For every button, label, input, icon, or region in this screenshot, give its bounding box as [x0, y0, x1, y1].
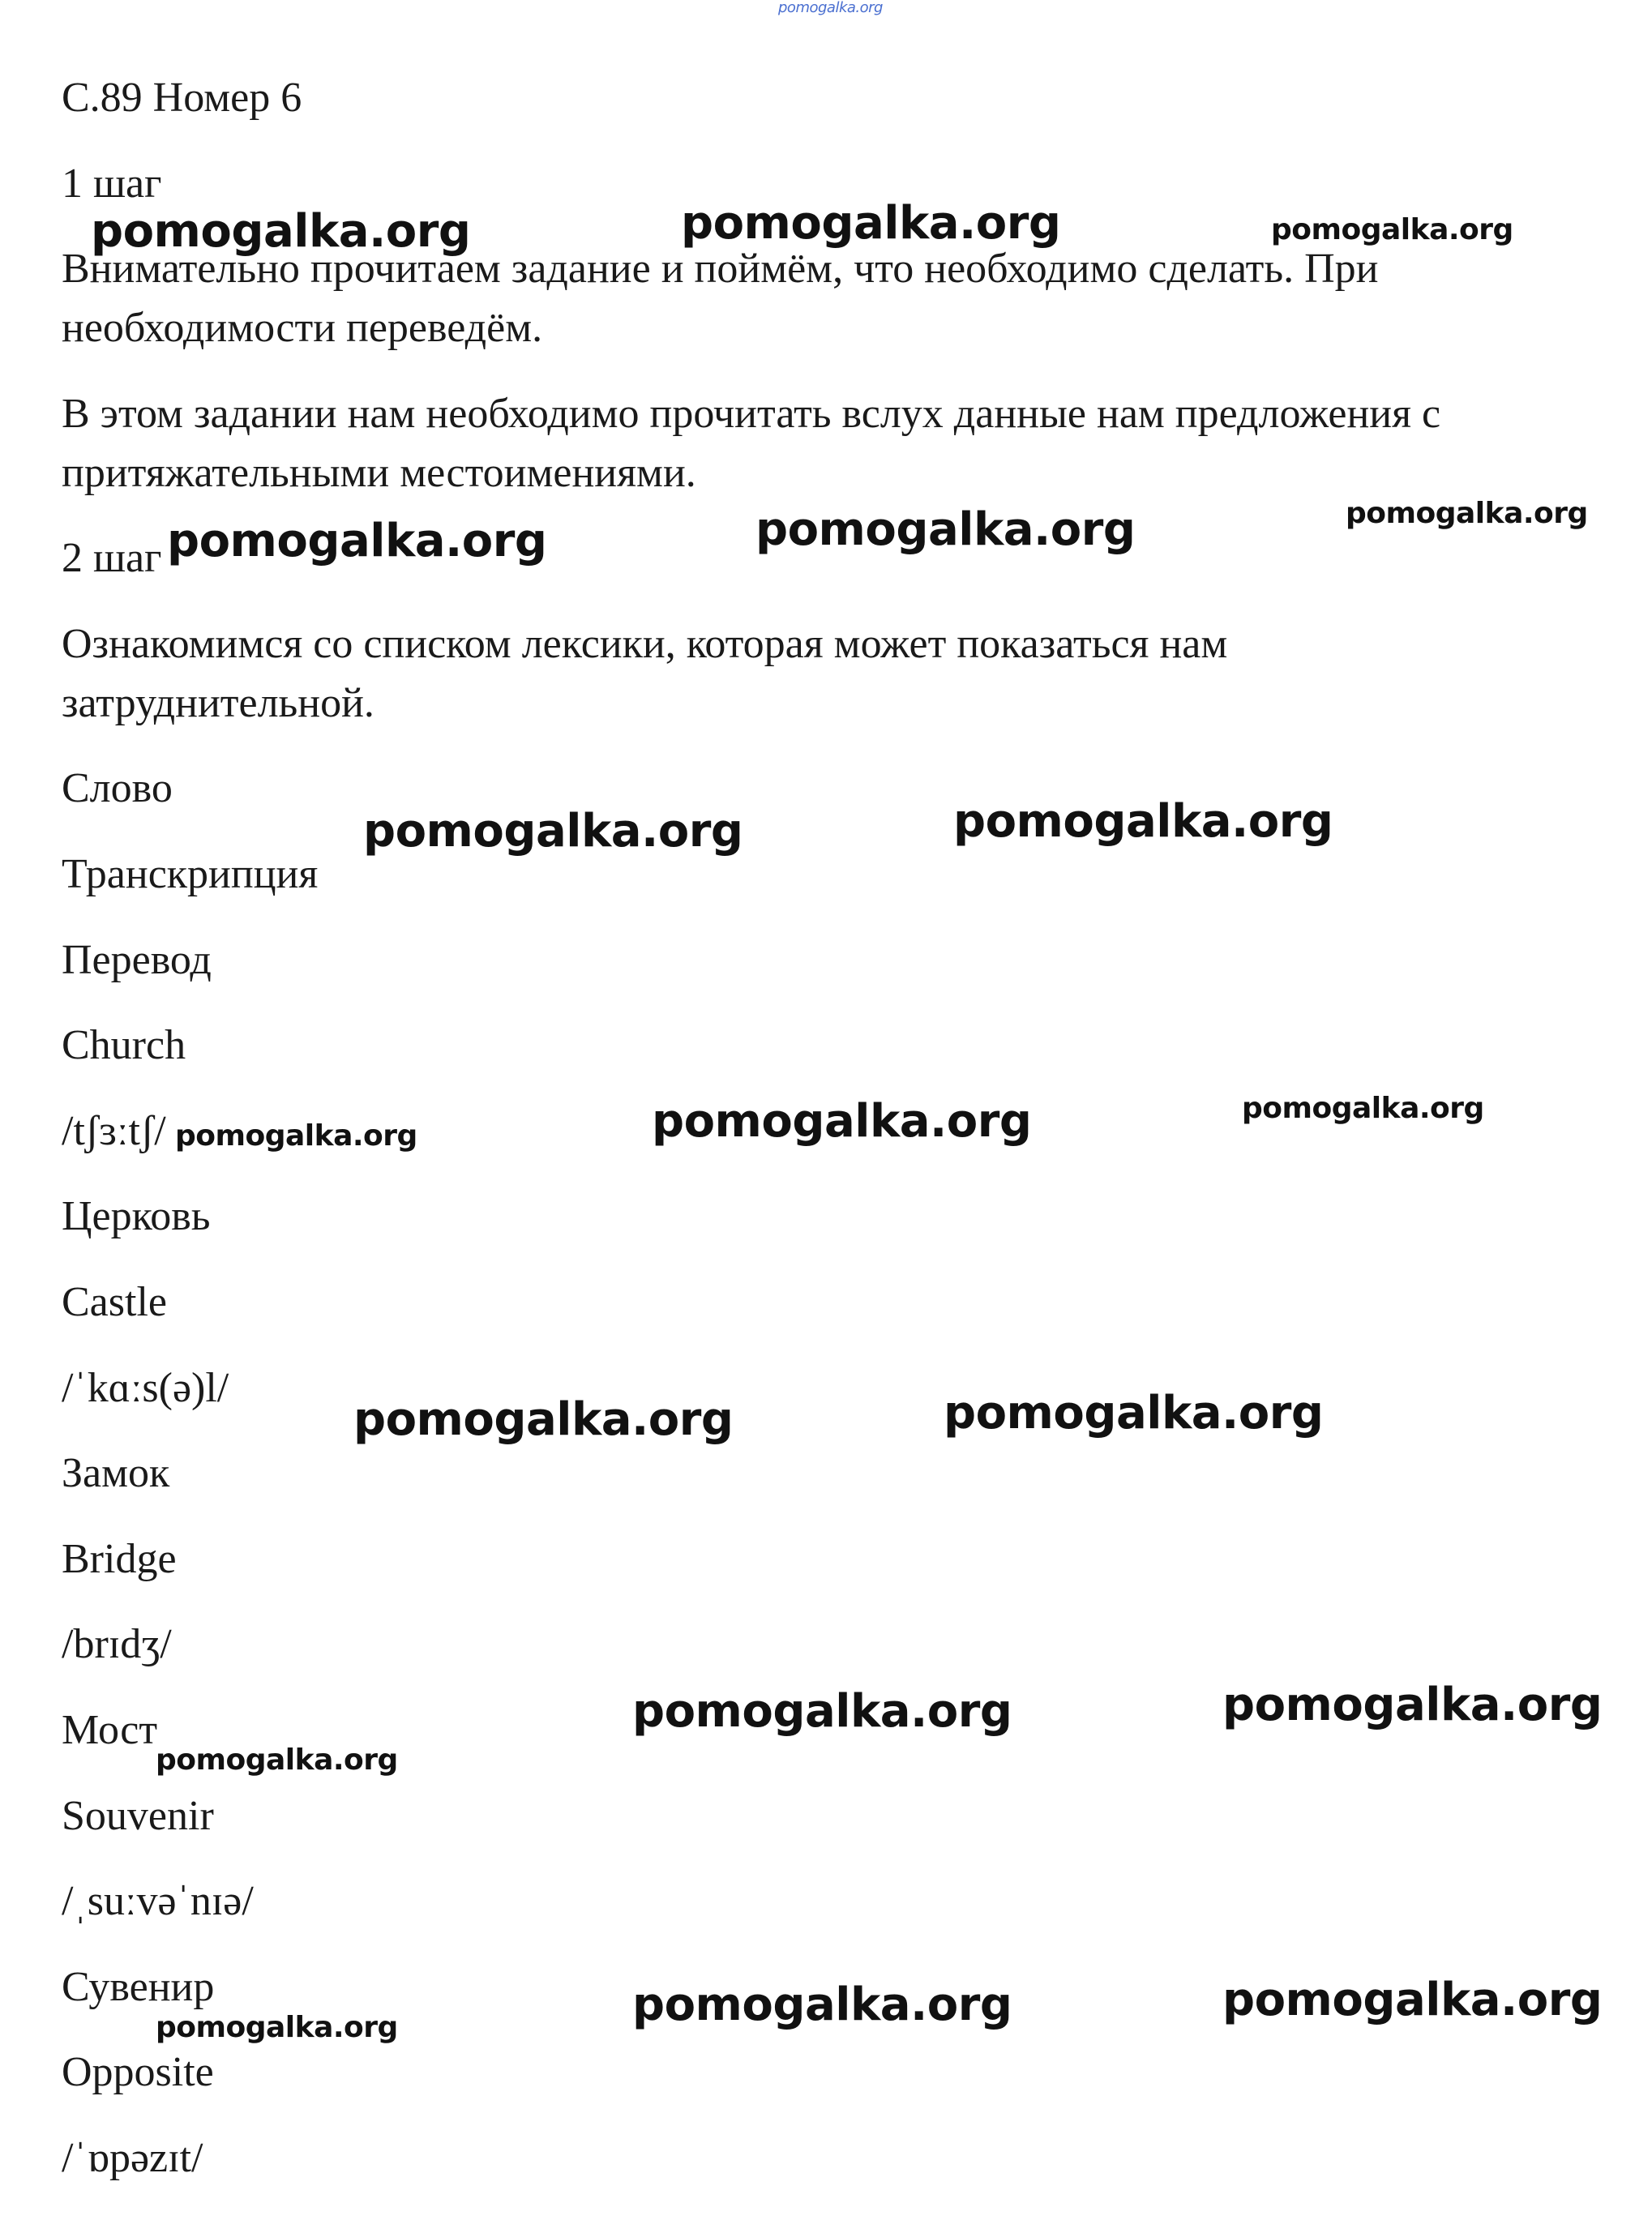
vocab-translation: Церковь — [62, 1193, 211, 1239]
watermark: pomogalka.org — [167, 515, 547, 567]
vocab-transcription: /brɪdʒ/ — [62, 1621, 172, 1667]
watermark: pomogalka.org — [156, 2011, 398, 2044]
watermark: pomogalka.org — [1242, 1092, 1484, 1125]
source-stamp: pomogalka.org — [778, 0, 883, 16]
step2-intro-line2: затруднительной. — [62, 680, 374, 726]
vocab-transcription: /tʃɜːtʃ/ — [62, 1108, 166, 1154]
watermark: pomogalka.org — [681, 197, 1061, 250]
header-translation: Перевод — [62, 937, 212, 983]
vocab-transcription: /ˌsuːvəˈnɪə/ — [62, 1878, 254, 1924]
step1-paragraph1-line1: Внимательно прочитаем задание и поймём, что необходимо сделать. При — [62, 246, 1379, 292]
watermark: pomogalka.org — [353, 1393, 734, 1446]
watermark: pomogalka.org — [755, 503, 1136, 556]
vocab-word: Opposite — [62, 2049, 214, 2095]
watermark: pomogalka.org — [632, 1685, 1012, 1738]
step1-paragraph1-line2: необходимости переведём. — [62, 305, 543, 351]
step1-label: 1 шаг — [62, 160, 162, 207]
watermark: pomogalka.org — [632, 1978, 1012, 2031]
vocab-translation: Мост — [62, 1707, 158, 1753]
vocab-word: Bridge — [62, 1536, 177, 1582]
watermark: pomogalka.org — [156, 1743, 398, 1777]
vocab-transcription: /ˈkɑːs(ə)l/ — [62, 1365, 229, 1411]
header-word: Слово — [62, 765, 173, 811]
watermark: pomogalka.org — [1271, 213, 1513, 246]
page-title: С.89 Номер 6 — [62, 75, 302, 121]
step1-paragraph2-line2: притяжательными местоимениями. — [62, 450, 696, 496]
step2-intro-line1: Ознакомимся со списком лексики, которая может показаться нам — [62, 621, 1228, 667]
vocab-translation: Сувенир — [62, 1964, 215, 2010]
watermark: pomogalka.org — [91, 205, 471, 258]
watermark: pomogalka.org — [1346, 497, 1588, 530]
watermark: pomogalka.org — [363, 805, 743, 858]
step1-paragraph2-line1: В этом задании нам необходимо прочитать вслух данные нам предложения с — [62, 391, 1441, 437]
watermark: pomogalka.org — [1222, 1679, 1603, 1731]
watermark: pomogalka.org — [953, 795, 1333, 848]
header-transcription: Транскрипция — [62, 851, 319, 897]
watermark: pomogalka.org — [175, 1119, 417, 1153]
watermark: pomogalka.org — [652, 1095, 1032, 1148]
vocab-word: Castle — [62, 1279, 167, 1325]
vocab-word: Church — [62, 1022, 186, 1068]
vocab-word: Souvenir — [62, 1793, 214, 1839]
vocab-translation: Замок — [62, 1450, 170, 1496]
watermark: pomogalka.org — [1222, 1974, 1603, 2026]
vocab-transcription: /ˈɒpəzɪt/ — [62, 2135, 203, 2181]
watermark: pomogalka.org — [944, 1387, 1324, 1439]
step2-label: 2 шаг — [62, 535, 162, 581]
